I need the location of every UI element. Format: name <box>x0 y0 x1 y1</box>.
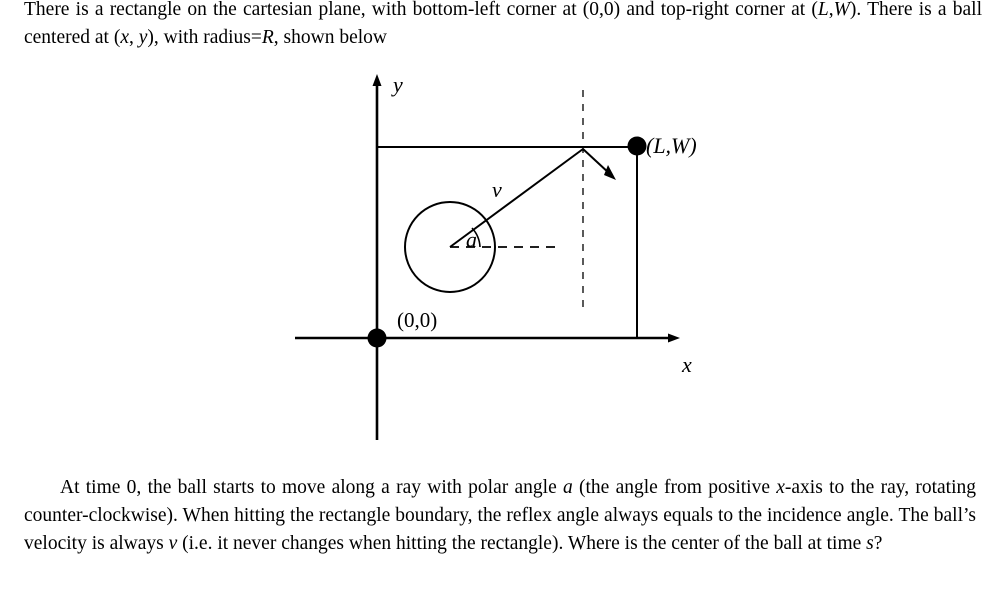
var-v: v <box>168 533 178 554</box>
x-axis <box>295 334 680 343</box>
geometry-figure <box>280 60 710 460</box>
var-s: s <box>866 533 874 554</box>
origin-label: (0,0) <box>397 308 438 332</box>
var-x-axis: x <box>776 477 785 498</box>
y-axis-label: y <box>393 72 403 97</box>
reflected-ray <box>583 149 616 180</box>
velocity-label: v <box>492 177 502 202</box>
origin-point-dot <box>368 329 387 348</box>
x-axis-label: x <box>682 352 692 377</box>
corner-point-dot <box>628 137 647 156</box>
question-paragraph: At time 0, the ball starts to move along a ray with polar angle a (the angle from positive x-axis to the ray, rotating counter-clockwise). When hitting the rectangle boundary, the reflex angle always equals to the incidence angle. The ball’s velocity is always v (i.e. it never changes when hitting the rectangle). Where is the center of the ball at time s? <box>24 477 976 554</box>
var-W: W <box>833 0 850 20</box>
var-x: x <box>120 27 130 48</box>
var-R: R <box>261 27 274 48</box>
var-y: y <box>138 27 148 48</box>
intro-paragraph <box>24 0 982 52</box>
intro-line-2: (L,W). There is a ball centered at (x, y), with radius=R, shown below <box>24 0 982 48</box>
corner-label: (L,W) <box>646 133 697 158</box>
angle-label: a <box>466 227 477 252</box>
var-L: L <box>817 0 829 20</box>
y-axis <box>373 74 382 440</box>
var-a: a <box>562 477 573 498</box>
intro-line-1: There is a rectangle on the cartesian plane, with bottom-left corner at (0,0) and top-right corner at <box>24 0 806 20</box>
